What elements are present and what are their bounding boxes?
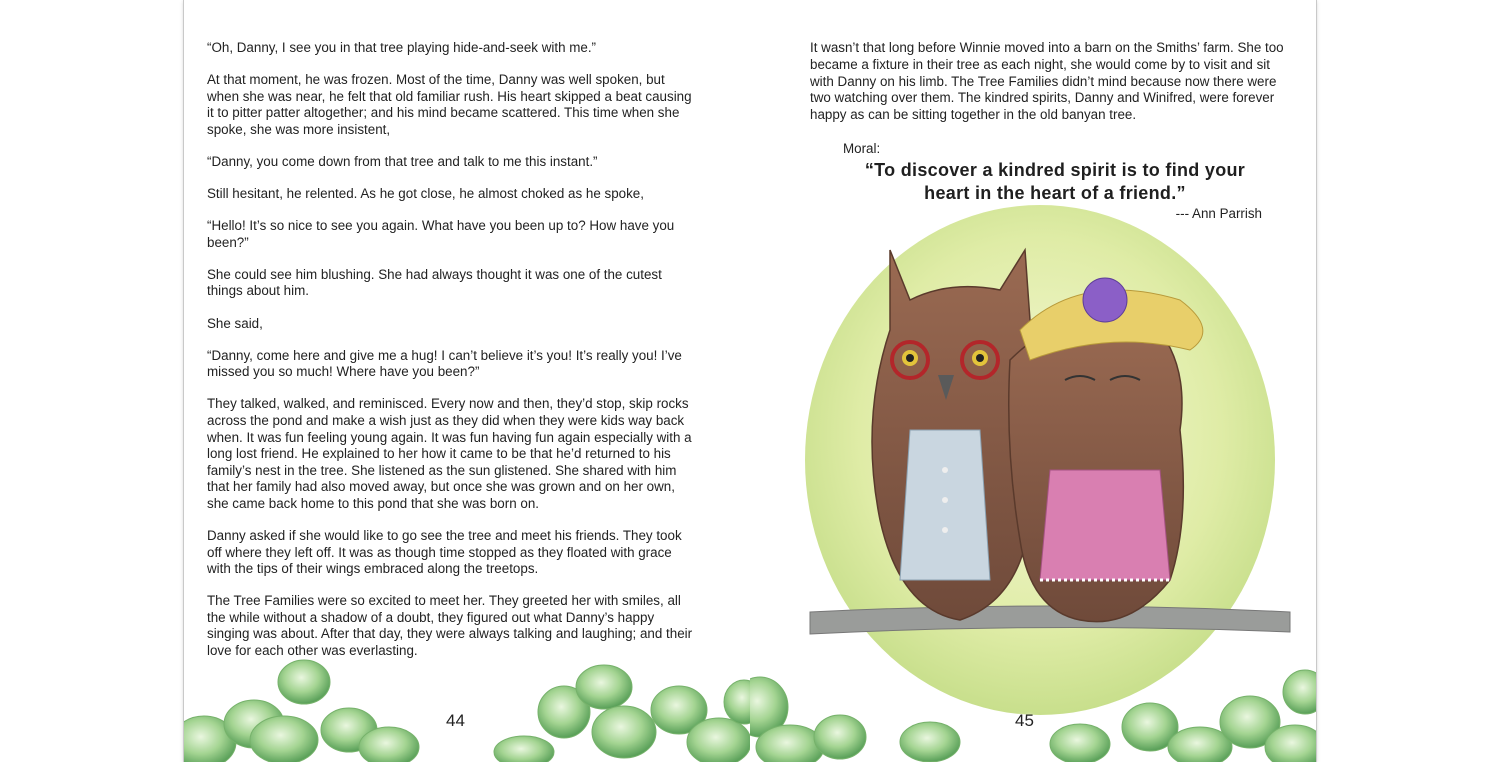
- clover-border-left: [184, 652, 750, 762]
- moral-quote: “To discover a kindred spirit is to find your heart in the heart of a friend.”: [864, 160, 1246, 203]
- moral-label: Moral:: [843, 141, 881, 156]
- paragraph: “Hello! It’s so nice to see you again. What have you been up to? How have you been?”: [207, 218, 675, 250]
- book-spread: [184, 0, 1316, 762]
- paragraph: She could see him blushing. She had always thought it was one of the cutest things about him.: [207, 266, 662, 299]
- page-number: 45: [1015, 711, 1034, 730]
- quote-attribution: --- Ann Parrish: [1175, 206, 1262, 221]
- paragraph: The Tree Families were so excited to meet her. They greeted her with smiles, all the while without a shadow of a doubt, they figured out what Danny’s happy singing was about. After that day, they were always talking and laughing; and their love for each other was everlasting.: [207, 593, 693, 659]
- paragraph: At that moment, he was frozen. Most of the time, Danny was well spoken, but when she was near, he felt that old familiar rush. His heart skipped a beat causing it to pitter patter altogether; and his mind became scattered. This time when she spoke, she was more insistent,: [207, 72, 692, 137]
- paragraph: She said,: [207, 315, 263, 331]
- left-page: [184, 0, 750, 762]
- paragraph: “Danny, you come down from that tree and talk to me this instant.”: [207, 153, 598, 169]
- left-page-text: [207, 40, 697, 675]
- right-page-text: [810, 40, 1294, 124]
- clover-border-right: [750, 652, 1316, 762]
- paragraph: Still hesitant, he relented. As he got close, he almost choked as he spoke,: [207, 186, 644, 202]
- paragraph: “Danny, come here and give me a hug! I can’t believe it’s you! It’s really you! I’ve missed you so much! Where have you been?”: [207, 347, 682, 380]
- paragraph: They talked, walked, and reminisced. Every now and then, they’d stop, skip rocks across the pond and make a wish just as they did when they were kids way back when. It was fun feeling young again. It was fun having fun again especially with a long lost friend. He explained to her how it came to be that he’d returned to his family’s nest in the tree. She listened as the sun glistened. She shared with him that her family had also moved away, but once she was grown and on her own, she came back home to this pond that she was born on.: [207, 396, 692, 511]
- paragraph: Danny asked if she would like to go see the tree and meet his friends. They took off where they left off. It was as though time stopped as they floated with grace with the tips of their wings embraced along the treetops.: [207, 527, 682, 577]
- paragraph: “Oh, Danny, I see you in that tree playing hide-and-seek with me.”: [207, 40, 597, 55]
- page-number: 44: [446, 711, 465, 730]
- right-page: [750, 0, 1316, 762]
- paragraph: It wasn’t that long before Winnie moved into a barn on the Smiths’ farm. She too became a fixture in their tree as each night, she would come by to visit and sit with Danny on his limb. The Tree Families didn’t mind because now there were two watching over them. The kindred spirits, Danny and Winifred, were forever happy as can be sitting together in the old banyan tree.: [810, 40, 1284, 123]
